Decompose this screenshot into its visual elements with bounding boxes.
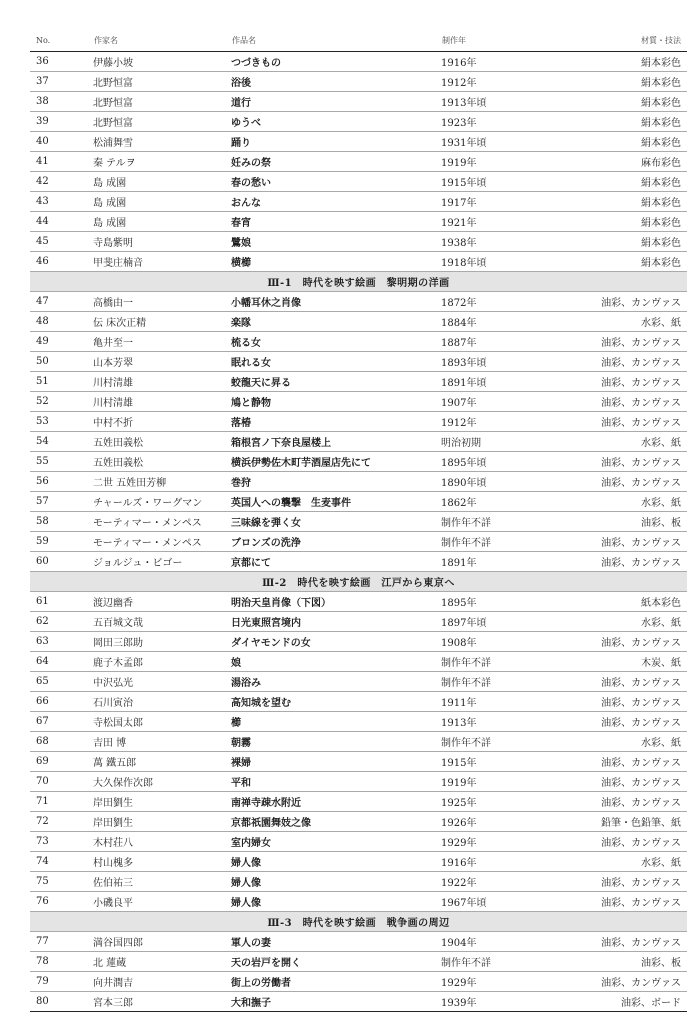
cell-artist: 寺島紫明 bbox=[93, 232, 231, 252]
cell-medium: 油彩、カンヴァス bbox=[563, 412, 687, 432]
cell-medium: 絹本彩色 bbox=[563, 172, 687, 192]
cell-no: 45 bbox=[30, 232, 93, 252]
cell-title: 楽隊 bbox=[231, 312, 441, 332]
cell-year: 1922年 bbox=[441, 872, 563, 892]
cell-title: 湯浴み bbox=[231, 672, 441, 692]
cell-artist: 向井潤吉 bbox=[93, 972, 231, 992]
cell-artist: 満谷国四郎 bbox=[93, 932, 231, 952]
cell-no: 47 bbox=[30, 292, 93, 312]
cell-medium: 絹本彩色 bbox=[563, 192, 687, 212]
cell-medium: 油彩、カンヴァス bbox=[563, 872, 687, 892]
cell-year: 1912年 bbox=[441, 412, 563, 432]
cell-year: 1921年 bbox=[441, 212, 563, 232]
cell-title: 蛟龍天に昇る bbox=[231, 372, 441, 392]
table-row bbox=[30, 712, 687, 732]
cell-artist: 岸田劉生 bbox=[93, 792, 231, 812]
cell-medium: 油彩、カンヴァス bbox=[563, 452, 687, 472]
cell-title: 天の岩戸を開く bbox=[231, 952, 441, 972]
cell-medium: 油彩、カンヴァス bbox=[563, 472, 687, 492]
cell-year: 1938年 bbox=[441, 232, 563, 252]
table-row bbox=[30, 632, 687, 652]
cell-no: 43 bbox=[30, 192, 93, 212]
cell-year: 1918年頃 bbox=[441, 252, 563, 272]
cell-medium: 油彩、カンヴァス bbox=[563, 332, 687, 352]
header-title: 作品名 bbox=[231, 30, 441, 52]
cell-year: 1929年 bbox=[441, 832, 563, 852]
cell-title: 櫛 bbox=[231, 712, 441, 732]
cell-year: 1917年 bbox=[441, 192, 563, 212]
cell-artist: 山本芳翠 bbox=[93, 352, 231, 372]
cell-artist: 木村荘八 bbox=[93, 832, 231, 852]
cell-no: 73 bbox=[30, 832, 93, 852]
table-row bbox=[30, 452, 687, 472]
cell-artist: 石川寅治 bbox=[93, 692, 231, 712]
cell-medium: 油彩、カンヴァス bbox=[563, 372, 687, 392]
cell-artist: モーティマー・メンペス bbox=[93, 512, 231, 532]
cell-medium: 絹本彩色 bbox=[563, 252, 687, 272]
cell-no: 76 bbox=[30, 892, 93, 912]
table-row bbox=[30, 592, 687, 612]
cell-no: 58 bbox=[30, 512, 93, 532]
cell-artist: 甲斐庄楠音 bbox=[93, 252, 231, 272]
cell-title: 大和撫子 bbox=[231, 992, 441, 1012]
cell-artist: 北 蓮蔵 bbox=[93, 952, 231, 972]
cell-no: 53 bbox=[30, 412, 93, 432]
cell-year: 1939年 bbox=[441, 992, 563, 1012]
cell-medium: 油彩、カンヴァス bbox=[563, 352, 687, 372]
table-row bbox=[30, 932, 687, 952]
cell-year: 1872年 bbox=[441, 292, 563, 312]
cell-artist: ジョルジュ・ビゴー bbox=[93, 552, 231, 572]
table-row bbox=[30, 532, 687, 552]
cell-no: 50 bbox=[30, 352, 93, 372]
cell-medium: 水彩、紙 bbox=[563, 732, 687, 752]
cell-no: 49 bbox=[30, 332, 93, 352]
cell-year: 制作年不詳 bbox=[441, 532, 563, 552]
cell-title: ゆうべ bbox=[231, 112, 441, 132]
table-row bbox=[30, 972, 687, 992]
cell-year: 1907年 bbox=[441, 392, 563, 412]
cell-no: 55 bbox=[30, 452, 93, 472]
cell-title: 踊り bbox=[231, 132, 441, 152]
cell-no: 67 bbox=[30, 712, 93, 732]
cell-year: 1897年頃 bbox=[441, 612, 563, 632]
cell-title: 浴後 bbox=[231, 72, 441, 92]
cell-no: 77 bbox=[30, 932, 93, 952]
cell-no: 61 bbox=[30, 592, 93, 612]
table-row bbox=[30, 792, 687, 812]
cell-year: 制作年不詳 bbox=[441, 732, 563, 752]
cell-year: 1916年 bbox=[441, 52, 563, 72]
cell-medium: 絹本彩色 bbox=[563, 132, 687, 152]
cell-medium: 水彩、紙 bbox=[563, 432, 687, 452]
cell-year: 1884年 bbox=[441, 312, 563, 332]
cell-medium: 絹本彩色 bbox=[563, 232, 687, 252]
cell-title: 軍人の妻 bbox=[231, 932, 441, 952]
cell-artist: 五姓田義松 bbox=[93, 452, 231, 472]
header-medium: 材質・技法 bbox=[563, 30, 687, 52]
table-row bbox=[30, 652, 687, 672]
table-row bbox=[30, 812, 687, 832]
cell-artist: 二世 五姓田芳柳 bbox=[93, 472, 231, 492]
cell-no: 41 bbox=[30, 152, 93, 172]
cell-no: 64 bbox=[30, 652, 93, 672]
table-row bbox=[30, 112, 687, 132]
cell-artist: 五姓田義松 bbox=[93, 432, 231, 452]
section-title: Ⅲ-1 時代を映す絵画 黎明期の洋画 bbox=[30, 272, 687, 292]
table-row bbox=[30, 492, 687, 512]
table-row bbox=[30, 512, 687, 532]
cell-medium: 紙本彩色 bbox=[563, 592, 687, 612]
cell-artist: 佐伯祐三 bbox=[93, 872, 231, 892]
cell-year: 1931年頃 bbox=[441, 132, 563, 152]
cell-no: 79 bbox=[30, 972, 93, 992]
cell-no: 36 bbox=[30, 52, 93, 72]
cell-artist: 島 成園 bbox=[93, 172, 231, 192]
cell-artist: 中沢弘光 bbox=[93, 672, 231, 692]
table-row bbox=[30, 752, 687, 772]
cell-year: 1913年 bbox=[441, 712, 563, 732]
cell-title: 横浜伊勢佐木町芋酒屋店先にて bbox=[231, 452, 441, 472]
cell-title: 梳る女 bbox=[231, 332, 441, 352]
cell-year: 1862年 bbox=[441, 492, 563, 512]
table-row bbox=[30, 212, 687, 232]
cell-year: 1890年頃 bbox=[441, 472, 563, 492]
cell-medium: 水彩、紙 bbox=[563, 312, 687, 332]
cell-artist: 北野恒富 bbox=[93, 92, 231, 112]
cell-year: 1911年 bbox=[441, 692, 563, 712]
cell-title: おんな bbox=[231, 192, 441, 212]
cell-year: 明治初期 bbox=[441, 432, 563, 452]
cell-no: 74 bbox=[30, 852, 93, 872]
cell-no: 39 bbox=[30, 112, 93, 132]
cell-no: 70 bbox=[30, 772, 93, 792]
cell-no: 48 bbox=[30, 312, 93, 332]
cell-medium: 油彩、カンヴァス bbox=[563, 552, 687, 572]
table-row bbox=[30, 952, 687, 972]
cell-year: 1915年頃 bbox=[441, 172, 563, 192]
cell-artist: 村山槐多 bbox=[93, 852, 231, 872]
cell-title: 英国人への襲撃 生麦事件 bbox=[231, 492, 441, 512]
cell-title: 街上の労働者 bbox=[231, 972, 441, 992]
cell-artist: チャールズ・ワーグマン bbox=[93, 492, 231, 512]
cell-title: 京都にて bbox=[231, 552, 441, 572]
cell-artist: 寺松国太郎 bbox=[93, 712, 231, 732]
cell-medium: 水彩、紙 bbox=[563, 852, 687, 872]
cell-medium: 絹本彩色 bbox=[563, 212, 687, 232]
table-row bbox=[30, 92, 687, 112]
cell-artist: 宮本三郎 bbox=[93, 992, 231, 1012]
cell-artist: 伊藤小坡 bbox=[93, 52, 231, 72]
cell-title: 巻狩 bbox=[231, 472, 441, 492]
cell-artist: 伝 床次正精 bbox=[93, 312, 231, 332]
cell-year: 1913年頃 bbox=[441, 92, 563, 112]
table-row bbox=[30, 152, 687, 172]
cell-no: 80 bbox=[30, 992, 93, 1012]
table-row bbox=[30, 172, 687, 192]
cell-artist: 鹿子木孟郎 bbox=[93, 652, 231, 672]
cell-medium: 油彩、板 bbox=[563, 952, 687, 972]
table-row bbox=[30, 612, 687, 632]
cell-no: 51 bbox=[30, 372, 93, 392]
table-row bbox=[30, 52, 687, 72]
table-row bbox=[30, 472, 687, 492]
cell-artist: 小磯良平 bbox=[93, 892, 231, 912]
cell-title: ダイヤモンドの女 bbox=[231, 632, 441, 652]
cell-title: 平和 bbox=[231, 772, 441, 792]
table-row bbox=[30, 192, 687, 212]
cell-medium: 油彩、カンヴァス bbox=[563, 832, 687, 852]
cell-artist: 亀井至一 bbox=[93, 332, 231, 352]
cell-title: 鷺娘 bbox=[231, 232, 441, 252]
cell-title: ブロンズの洗浄 bbox=[231, 532, 441, 552]
cell-year: 制作年不詳 bbox=[441, 672, 563, 692]
cell-no: 57 bbox=[30, 492, 93, 512]
cell-year: 制作年不詳 bbox=[441, 512, 563, 532]
artwork-list-table bbox=[30, 30, 687, 1012]
cell-year: 1919年 bbox=[441, 152, 563, 172]
table-row bbox=[30, 392, 687, 412]
cell-year: 1891年 bbox=[441, 552, 563, 572]
cell-title: 春宵 bbox=[231, 212, 441, 232]
cell-medium: 水彩、紙 bbox=[563, 492, 687, 512]
cell-medium: 油彩、カンヴァス bbox=[563, 932, 687, 952]
cell-year: 1891年頃 bbox=[441, 372, 563, 392]
cell-title: 三味線を弾く女 bbox=[231, 512, 441, 532]
cell-year: 制作年不詳 bbox=[441, 952, 563, 972]
cell-no: 44 bbox=[30, 212, 93, 232]
table-row bbox=[30, 252, 687, 272]
cell-artist: 島 成園 bbox=[93, 192, 231, 212]
cell-title: 小幡耳休之肖像 bbox=[231, 292, 441, 312]
cell-title: 婦人像 bbox=[231, 852, 441, 872]
cell-no: 42 bbox=[30, 172, 93, 192]
cell-title: 妊みの祭 bbox=[231, 152, 441, 172]
cell-title: つづきもの bbox=[231, 52, 441, 72]
cell-title: 日光東照宮境内 bbox=[231, 612, 441, 632]
cell-medium: 絹本彩色 bbox=[563, 112, 687, 132]
table-row bbox=[30, 292, 687, 312]
cell-no: 65 bbox=[30, 672, 93, 692]
table-row bbox=[30, 732, 687, 752]
header-no: No. bbox=[30, 30, 93, 52]
cell-no: 71 bbox=[30, 792, 93, 812]
cell-year: 制作年不詳 bbox=[441, 652, 563, 672]
cell-year: 1887年 bbox=[441, 332, 563, 352]
cell-medium: 油彩、カンヴァス bbox=[563, 792, 687, 812]
cell-medium: 麻布彩色 bbox=[563, 152, 687, 172]
cell-year: 1916年 bbox=[441, 852, 563, 872]
table-header bbox=[30, 30, 687, 52]
table-row bbox=[30, 832, 687, 852]
cell-no: 69 bbox=[30, 752, 93, 772]
cell-year: 1915年 bbox=[441, 752, 563, 772]
header-row bbox=[30, 30, 687, 52]
cell-medium: 木炭、紙 bbox=[563, 652, 687, 672]
cell-title: 高知城を望む bbox=[231, 692, 441, 712]
cell-medium: 油彩、カンヴァス bbox=[563, 772, 687, 792]
cell-artist: 五百城文哉 bbox=[93, 612, 231, 632]
table-row bbox=[30, 672, 687, 692]
cell-no: 72 bbox=[30, 812, 93, 832]
cell-no: 63 bbox=[30, 632, 93, 652]
cell-no: 40 bbox=[30, 132, 93, 152]
cell-no: 62 bbox=[30, 612, 93, 632]
cell-year: 1926年 bbox=[441, 812, 563, 832]
cell-title: 朝霧 bbox=[231, 732, 441, 752]
cell-artist: 萬 鐵五郎 bbox=[93, 752, 231, 772]
cell-title: 婦人像 bbox=[231, 892, 441, 912]
cell-title: 横櫛 bbox=[231, 252, 441, 272]
cell-artist: モーティマー・メンペス bbox=[93, 532, 231, 552]
cell-artist: 松浦舞雪 bbox=[93, 132, 231, 152]
cell-year: 1919年 bbox=[441, 772, 563, 792]
table-row bbox=[30, 772, 687, 792]
table-row bbox=[30, 132, 687, 152]
cell-year: 1923年 bbox=[441, 112, 563, 132]
cell-no: 56 bbox=[30, 472, 93, 492]
table-row bbox=[30, 232, 687, 252]
cell-medium: 油彩、カンヴァス bbox=[563, 292, 687, 312]
cell-artist: 吉田 博 bbox=[93, 732, 231, 752]
cell-medium: 鉛筆・色鉛筆、紙 bbox=[563, 812, 687, 832]
cell-title: 婦人像 bbox=[231, 872, 441, 892]
cell-no: 52 bbox=[30, 392, 93, 412]
cell-year: 1908年 bbox=[441, 632, 563, 652]
cell-medium: 油彩、カンヴァス bbox=[563, 392, 687, 412]
section-header-row bbox=[30, 572, 687, 592]
cell-medium: 油彩、ボード bbox=[563, 992, 687, 1012]
cell-artist: 岸田劉生 bbox=[93, 812, 231, 832]
cell-no: 59 bbox=[30, 532, 93, 552]
cell-artist: 岡田三郎助 bbox=[93, 632, 231, 652]
cell-medium: 油彩、カンヴァス bbox=[563, 632, 687, 652]
table-row bbox=[30, 332, 687, 352]
cell-no: 38 bbox=[30, 92, 93, 112]
cell-no: 68 bbox=[30, 732, 93, 752]
cell-title: 落椿 bbox=[231, 412, 441, 432]
cell-no: 54 bbox=[30, 432, 93, 452]
table-row bbox=[30, 692, 687, 712]
section-header-row bbox=[30, 272, 687, 292]
cell-artist: 北野恒富 bbox=[93, 72, 231, 92]
table-row bbox=[30, 892, 687, 912]
header-year: 制作年 bbox=[441, 30, 563, 52]
table-row bbox=[30, 872, 687, 892]
cell-medium: 油彩、カンヴァス bbox=[563, 752, 687, 772]
cell-year: 1929年 bbox=[441, 972, 563, 992]
table-row bbox=[30, 372, 687, 392]
cell-year: 1967年頃 bbox=[441, 892, 563, 912]
cell-year: 1895年頃 bbox=[441, 452, 563, 472]
cell-title: 京都祇園舞妓之像 bbox=[231, 812, 441, 832]
cell-medium: 油彩、カンヴァス bbox=[563, 972, 687, 992]
table-body bbox=[30, 52, 687, 1012]
cell-medium: 水彩、紙 bbox=[563, 612, 687, 632]
cell-artist: 島 成園 bbox=[93, 212, 231, 232]
cell-artist: 渡辺幽香 bbox=[93, 592, 231, 612]
cell-no: 75 bbox=[30, 872, 93, 892]
cell-medium: 油彩、板 bbox=[563, 512, 687, 532]
cell-title: 道行 bbox=[231, 92, 441, 112]
section-title: Ⅲ-3 時代を映す絵画 戦争画の周辺 bbox=[30, 912, 687, 932]
cell-title: 室内婦女 bbox=[231, 832, 441, 852]
header-artist: 作家名 bbox=[93, 30, 231, 52]
table-row bbox=[30, 412, 687, 432]
cell-no: 46 bbox=[30, 252, 93, 272]
section-header-row bbox=[30, 912, 687, 932]
table-row bbox=[30, 432, 687, 452]
cell-medium: 油彩、カンヴァス bbox=[563, 692, 687, 712]
cell-artist: 中村不折 bbox=[93, 412, 231, 432]
table-row bbox=[30, 552, 687, 572]
cell-artist: 秦 テルヲ bbox=[93, 152, 231, 172]
table-row bbox=[30, 352, 687, 372]
cell-title: 明治天皇肖像（下図） bbox=[231, 592, 441, 612]
cell-title: 裸婦 bbox=[231, 752, 441, 772]
table-row bbox=[30, 72, 687, 92]
cell-year: 1895年 bbox=[441, 592, 563, 612]
cell-no: 60 bbox=[30, 552, 93, 572]
cell-medium: 油彩、カンヴァス bbox=[563, 892, 687, 912]
section-title: Ⅲ-2 時代を映す絵画 江戸から東京へ bbox=[30, 572, 687, 592]
cell-medium: 絹本彩色 bbox=[563, 72, 687, 92]
cell-artist: 北野恒富 bbox=[93, 112, 231, 132]
cell-no: 66 bbox=[30, 692, 93, 712]
cell-artist: 大久保作次郎 bbox=[93, 772, 231, 792]
cell-title: 鳩と静物 bbox=[231, 392, 441, 412]
table-row bbox=[30, 852, 687, 872]
cell-no: 37 bbox=[30, 72, 93, 92]
cell-title: 春の愁い bbox=[231, 172, 441, 192]
table-row bbox=[30, 312, 687, 332]
cell-title: 箱根宮ノ下奈良屋楼上 bbox=[231, 432, 441, 452]
cell-artist: 川村清雄 bbox=[93, 392, 231, 412]
cell-title: 娘 bbox=[231, 652, 441, 672]
cell-year: 1925年 bbox=[441, 792, 563, 812]
cell-artist: 川村清雄 bbox=[93, 372, 231, 392]
cell-year: 1893年頃 bbox=[441, 352, 563, 372]
cell-no: 78 bbox=[30, 952, 93, 972]
cell-medium: 油彩、カンヴァス bbox=[563, 672, 687, 692]
cell-medium: 油彩、カンヴァス bbox=[563, 712, 687, 732]
cell-medium: 絹本彩色 bbox=[563, 52, 687, 72]
cell-medium: 油彩、カンヴァス bbox=[563, 532, 687, 552]
cell-title: 南禅寺疎水附近 bbox=[231, 792, 441, 812]
cell-year: 1904年 bbox=[441, 932, 563, 952]
cell-year: 1912年 bbox=[441, 72, 563, 92]
cell-medium: 絹本彩色 bbox=[563, 92, 687, 112]
table-row bbox=[30, 992, 687, 1012]
cell-title: 眠れる女 bbox=[231, 352, 441, 372]
cell-artist: 高橋由一 bbox=[93, 292, 231, 312]
